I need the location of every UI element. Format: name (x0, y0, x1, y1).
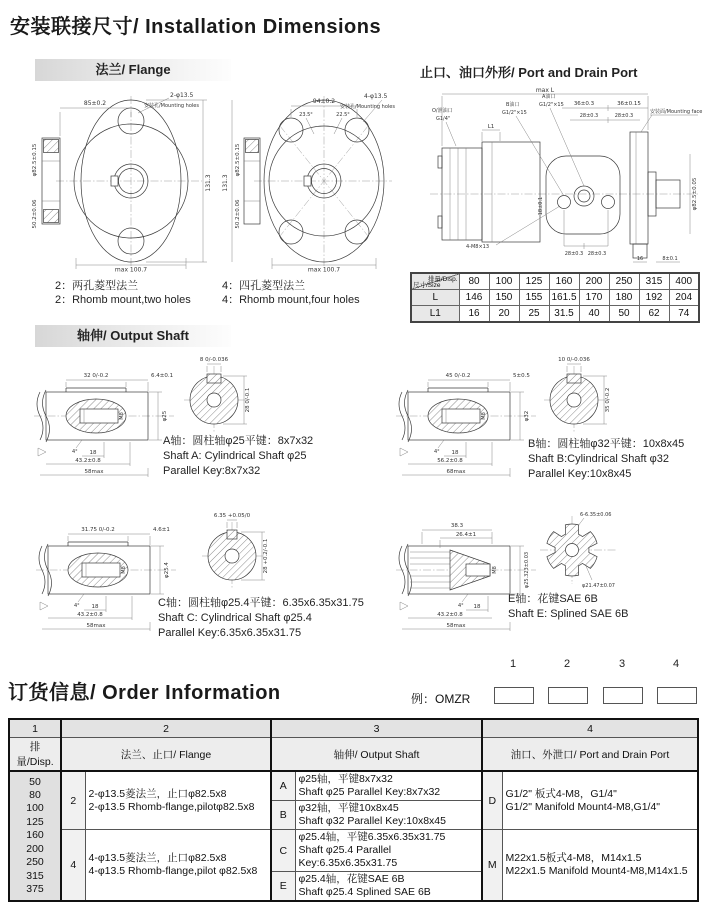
order-table (8, 718, 699, 902)
dim-label: 28 0/-0.1 (245, 387, 251, 413)
shaft-b-section-drawing (540, 354, 612, 434)
port-code-d: D (482, 771, 502, 830)
cell: 150 (489, 290, 519, 306)
order-slot-box-4 (657, 687, 697, 704)
option-cn: 2-φ13.5菱法兰，止口φ82.5x8 (88, 787, 227, 800)
disp-value: 80 (29, 789, 41, 802)
order-col2-num: 2 (61, 719, 271, 738)
dim-label: 18 (473, 604, 481, 610)
dim-label: 8±0.1 (662, 256, 678, 262)
row-label: L1 (411, 306, 459, 323)
order-slot-box-1 (494, 687, 534, 704)
cell: 62 (639, 306, 669, 323)
dim-label: A油口 (542, 94, 556, 100)
dim-label: max L (535, 87, 555, 94)
order-slot-box-3 (603, 687, 643, 704)
disp-col: 315 (639, 273, 669, 290)
dim-label: 4° (72, 449, 78, 455)
shaft-option-b (295, 801, 482, 830)
dim-label: φ32 (524, 410, 530, 422)
slot-number-1: 1 (509, 658, 517, 670)
caption-en2: Parallel Key:6.35x6.35x31.75 (158, 627, 302, 639)
flange-option-4 (85, 830, 271, 902)
dim-label: 36±0.3 (573, 101, 595, 107)
dim-label: 18 (91, 604, 99, 610)
flange-option-2 (85, 771, 271, 830)
dim-label: 68max (446, 469, 466, 475)
disp-col: 250 (609, 273, 639, 290)
flange4-caption (222, 279, 360, 307)
cell: 31.5 (549, 306, 579, 323)
order-col1-label: 排量/Disp. (9, 738, 61, 772)
dim-label: 85±0.2 (83, 100, 107, 107)
section-port: 止口、油口外形/ Port and Drain Port (420, 65, 638, 80)
dim-label: φ25.4 (164, 562, 170, 578)
port-drain-drawing (412, 84, 702, 268)
shaft-c-section-drawing (198, 510, 270, 590)
disp-col: 400 (669, 273, 699, 290)
order-col3-label: 轴伸/ Output Shaft (271, 738, 482, 772)
dim-label: 18±0.1 (538, 196, 544, 216)
option-en: Shaft φ32 Parallel Key:10x8x45 (298, 815, 446, 827)
shaft-outline (399, 388, 510, 442)
caption-cn: 2：两孔菱型法兰 (55, 280, 139, 292)
shaft-e-caption (508, 592, 628, 622)
flange-two-hole-drawing (26, 88, 218, 272)
dim-label: 16 (636, 256, 644, 262)
disp-value: 50 (29, 775, 41, 788)
disp-value: 315 (26, 869, 44, 882)
order-col3-num: 3 (271, 719, 482, 738)
cell: 16 (459, 306, 489, 323)
dim-label: 35 0/-0.2 (605, 387, 611, 413)
option-cn: φ25轴，平键8x7x32 (298, 773, 393, 785)
dim-label: 2-φ13.5 (170, 92, 194, 99)
dim-label: 43.2±0.8 (437, 612, 463, 618)
shaft-code-e: E (271, 872, 295, 902)
dim-label: φ21.47±0.07 (582, 583, 615, 589)
option-en: 4-φ13.5 Rhomb-flange,pilot φ82.5x8 (88, 865, 258, 877)
shaft-code-b: B (271, 801, 295, 830)
cell: 204 (669, 290, 699, 306)
slot-number-2: 2 (563, 658, 571, 670)
shaft-a-caption (163, 434, 313, 479)
dim-label: 36±0.15 (617, 101, 641, 107)
disp-col: 160 (549, 273, 579, 290)
dim-label: 131.3 (222, 174, 229, 192)
option-cn: G1/2" 板式4-M8，G1/4" (505, 787, 617, 800)
port-code-m: M (482, 830, 502, 902)
order-example-label: 例：OMZR (411, 692, 471, 706)
caption-en: Shaft E: Splined SAE 6B (508, 608, 629, 620)
dim-label: φ82.5±0.05 (692, 177, 698, 211)
dim-label: O/泄油口 (432, 108, 453, 114)
option-en: Shaft φ25.4 Parallel Key:6.35x6.35x31.75 (298, 844, 398, 869)
cell: 146 (459, 290, 489, 306)
dim-label: 58max (86, 623, 106, 629)
dim-label: φ82.5±0.15 (235, 143, 241, 177)
dim-label: 5±0.5 (513, 373, 530, 379)
dim-label: 50.2±0.06 (235, 199, 241, 229)
caption-cn: E轴：花键SAE 6B (508, 593, 598, 605)
caption-en: 2：Rhomb mount,two holes (55, 294, 191, 306)
option-en: 2-φ13.5 Rhomb-flange,pilotφ82.5x8 (88, 800, 255, 813)
dim-label: L1 (487, 124, 495, 130)
caption-cn: C轴：圆柱轴φ25.4平键：6.35x6.35x31.75 (158, 597, 364, 609)
dim-label: G1/2"×15 (502, 110, 527, 116)
dim-label: 32 0/-0.2 (83, 373, 109, 379)
cell: 74 (669, 306, 699, 323)
cell: 180 (609, 290, 639, 306)
dim-label: 10 0/-0.036 (558, 357, 590, 363)
dim-label: 4° (434, 449, 440, 455)
dim-label: 131.3 (205, 174, 212, 192)
disp-value: 160 (26, 829, 44, 842)
slot-number-3: 3 (618, 658, 626, 670)
flange2-centerlines (56, 96, 202, 268)
cell: 50 (609, 306, 639, 323)
dim-label: φ25 (162, 410, 168, 422)
caption-en: Shaft B:Cylindrical Shaft φ32 (528, 453, 670, 465)
shaft-option-a (295, 771, 482, 801)
flange2-dimensions (32, 92, 212, 274)
flange4-centerlines (254, 96, 392, 268)
port-option-m (502, 830, 698, 902)
shaft-a-section-drawing (180, 354, 252, 434)
dim-label: G1/2"×15 (539, 102, 564, 108)
dim-label: 6-6.35±0.06 (580, 512, 612, 518)
disp-col: 100 (489, 273, 519, 290)
dim-label: 6.4±0.1 (151, 373, 174, 379)
section-shaft: 轴伸/ Output Shaft (35, 325, 231, 347)
dim-label: M8 (121, 566, 127, 574)
dim-label: 56.2±0.8 (437, 458, 463, 464)
dim-label: 安装面/Mounting face (650, 109, 703, 115)
cell: 20 (489, 306, 519, 323)
dim-label: 31.75 0/-0.2 (81, 527, 115, 533)
disp-col: 200 (579, 273, 609, 290)
option-cn: M22x1.5板式4-M8，M14x1.5 (505, 852, 642, 864)
cell: 192 (639, 290, 669, 306)
dim-label: 4° (74, 603, 80, 609)
dim-label: 8 0/-0.036 (199, 357, 229, 363)
disp-value: 375 (26, 882, 44, 895)
shaft-outline (39, 542, 150, 596)
caption-cn: 4：四孔菱型法兰 (222, 280, 306, 292)
shaft-option-e (295, 872, 482, 902)
dim-label: 45 0/-0.2 (445, 373, 471, 379)
caption-cn: B轴：圆柱轴φ32平键：10x8x45 (528, 438, 685, 450)
order-col4-num: 4 (482, 719, 698, 738)
dim-label: 4-M8×13 (466, 244, 490, 250)
flange-four-hole-drawing (222, 88, 410, 272)
port-dimensions (432, 87, 702, 262)
dim-label: φ25.323±0.03 (524, 551, 530, 589)
dim-label: 26.4±1 (455, 532, 477, 538)
shaft-a-side-drawing (30, 352, 180, 480)
order-col1-num: 1 (9, 719, 61, 738)
caption-en: Shaft C: Cylindrical Shaft φ25.4 (158, 612, 312, 624)
dim-label: 43.2±0.8 (77, 612, 103, 618)
disp-col: 80 (459, 273, 489, 290)
dim-label: 50.2±0.06 (32, 199, 38, 229)
dim-label: 4° (458, 603, 464, 609)
option-cn: 4-φ13.5菱法兰，止口φ82.5x8 (88, 852, 227, 864)
flange-code-2: 2 (61, 771, 85, 830)
caption-en: Shaft A: Cylindrical Shaft φ25 (163, 450, 307, 462)
dim-label: M8 (119, 412, 125, 420)
dim-label: max 100.7 (307, 266, 341, 274)
dim-label: 4-φ13.5 (364, 93, 388, 100)
corner-label-size: 尺寸/Size (413, 282, 441, 289)
section-flange: 法兰/ Flange (35, 59, 231, 81)
shaft-option-c (295, 830, 482, 872)
dim-label: 28 +0.2/-0.1 (263, 538, 269, 574)
caption-cn: A轴：圆柱轴φ25平键：8x7x32 (163, 435, 314, 447)
dim-label: 28±0.3 (587, 251, 607, 257)
dim-label: 18 (451, 450, 459, 456)
dim-label: 23.5° (299, 112, 313, 118)
disp-value: 200 (26, 842, 44, 855)
shaft-b-side-drawing (392, 352, 542, 480)
dimension-table (410, 272, 700, 323)
displacement-list (9, 771, 61, 901)
port-option-d (502, 771, 698, 830)
dim-label: M8 (492, 566, 498, 574)
dim-label: 18 (89, 450, 97, 456)
shaft-b-caption (528, 437, 684, 482)
dim-label: 28±0.3 (579, 113, 599, 119)
dim-label: 58max (84, 469, 104, 475)
dim-label: 38.3 (450, 523, 464, 529)
cell: 161.5 (549, 290, 579, 306)
port-outline (438, 132, 680, 258)
shaft-code-c: C (271, 830, 295, 872)
cell: 170 (579, 290, 609, 306)
dim-label: 安装孔/Mounting holes (340, 104, 395, 110)
shaft-e-section-drawing (536, 508, 620, 592)
dim-label: 安装孔/Mounting holes (144, 103, 199, 109)
shaft-c-caption (158, 596, 364, 641)
dim-label: G1/4" (436, 116, 451, 122)
disp-value: 125 (26, 815, 44, 828)
corner-label-disp: 排量/Disp. (427, 276, 458, 283)
shaft-outline (37, 388, 148, 442)
cell: 25 (519, 306, 549, 323)
order-col4-label: 油口、外泄口/ Port and Drain Port (482, 738, 698, 772)
option-en: G1/2" Manifold Mount4-M8,G1/4" (505, 800, 661, 813)
order-col2-label: 法兰、止口/ Flange (61, 738, 271, 772)
row-label: L (411, 290, 459, 306)
caption-en: 4：Rhomb mount,four holes (222, 294, 360, 306)
dim-label: 22.5° (336, 112, 350, 118)
dim-label: 94±0.2 (312, 98, 336, 105)
option-cn: φ25.4轴，花键SAE 6B (298, 873, 405, 885)
caption-en2: Parallel Key:10x8x45 (528, 468, 632, 480)
order-title: 订货信息/ Order Information (8, 682, 281, 704)
option-en: Shaft φ25.4 Splined SAE 6B (298, 886, 431, 898)
slot-number-4: 4 (672, 658, 680, 670)
option-en: M22x1.5 Manifold Mount4-M8,M14x1.5 (505, 865, 688, 877)
cell: 40 (579, 306, 609, 323)
dim-label: 4.6±1 (153, 527, 170, 533)
dim-label: B油口 (506, 102, 520, 108)
disp-col: 125 (519, 273, 549, 290)
option-cn: φ25.4轴，平键6.35x6.35x31.75 (298, 831, 446, 843)
caption-en2: Parallel Key:8x7x32 (163, 465, 261, 477)
dim-label: 6.35 +0.05/0 (213, 513, 251, 519)
dim-label: max 100.7 (114, 266, 148, 274)
dim-table-corner (411, 273, 459, 290)
order-slot-box-2 (548, 687, 588, 704)
dim-label: 58max (446, 623, 466, 629)
option-en: Shaft φ25 Parallel Key:8x7x32 (298, 786, 441, 798)
option-cn: φ32轴，平键10x8x45 (298, 802, 399, 814)
flange-code-4: 4 (61, 830, 85, 902)
dim-label: M8 (481, 412, 487, 420)
cell: 155 (519, 290, 549, 306)
dim-label: φ82.5±0.15 (32, 143, 38, 177)
dim-label: 28±0.3 (564, 251, 584, 257)
dim-label: 43.2±0.8 (75, 458, 101, 464)
page-title: 安装联接尺寸/ Installation Dimensions (10, 16, 382, 38)
dim-label: 28±0.3 (614, 113, 634, 119)
flange2-caption (55, 279, 191, 307)
disp-value: 250 (26, 856, 44, 869)
shaft-code-a: A (271, 771, 295, 801)
disp-value: 100 (26, 802, 44, 815)
